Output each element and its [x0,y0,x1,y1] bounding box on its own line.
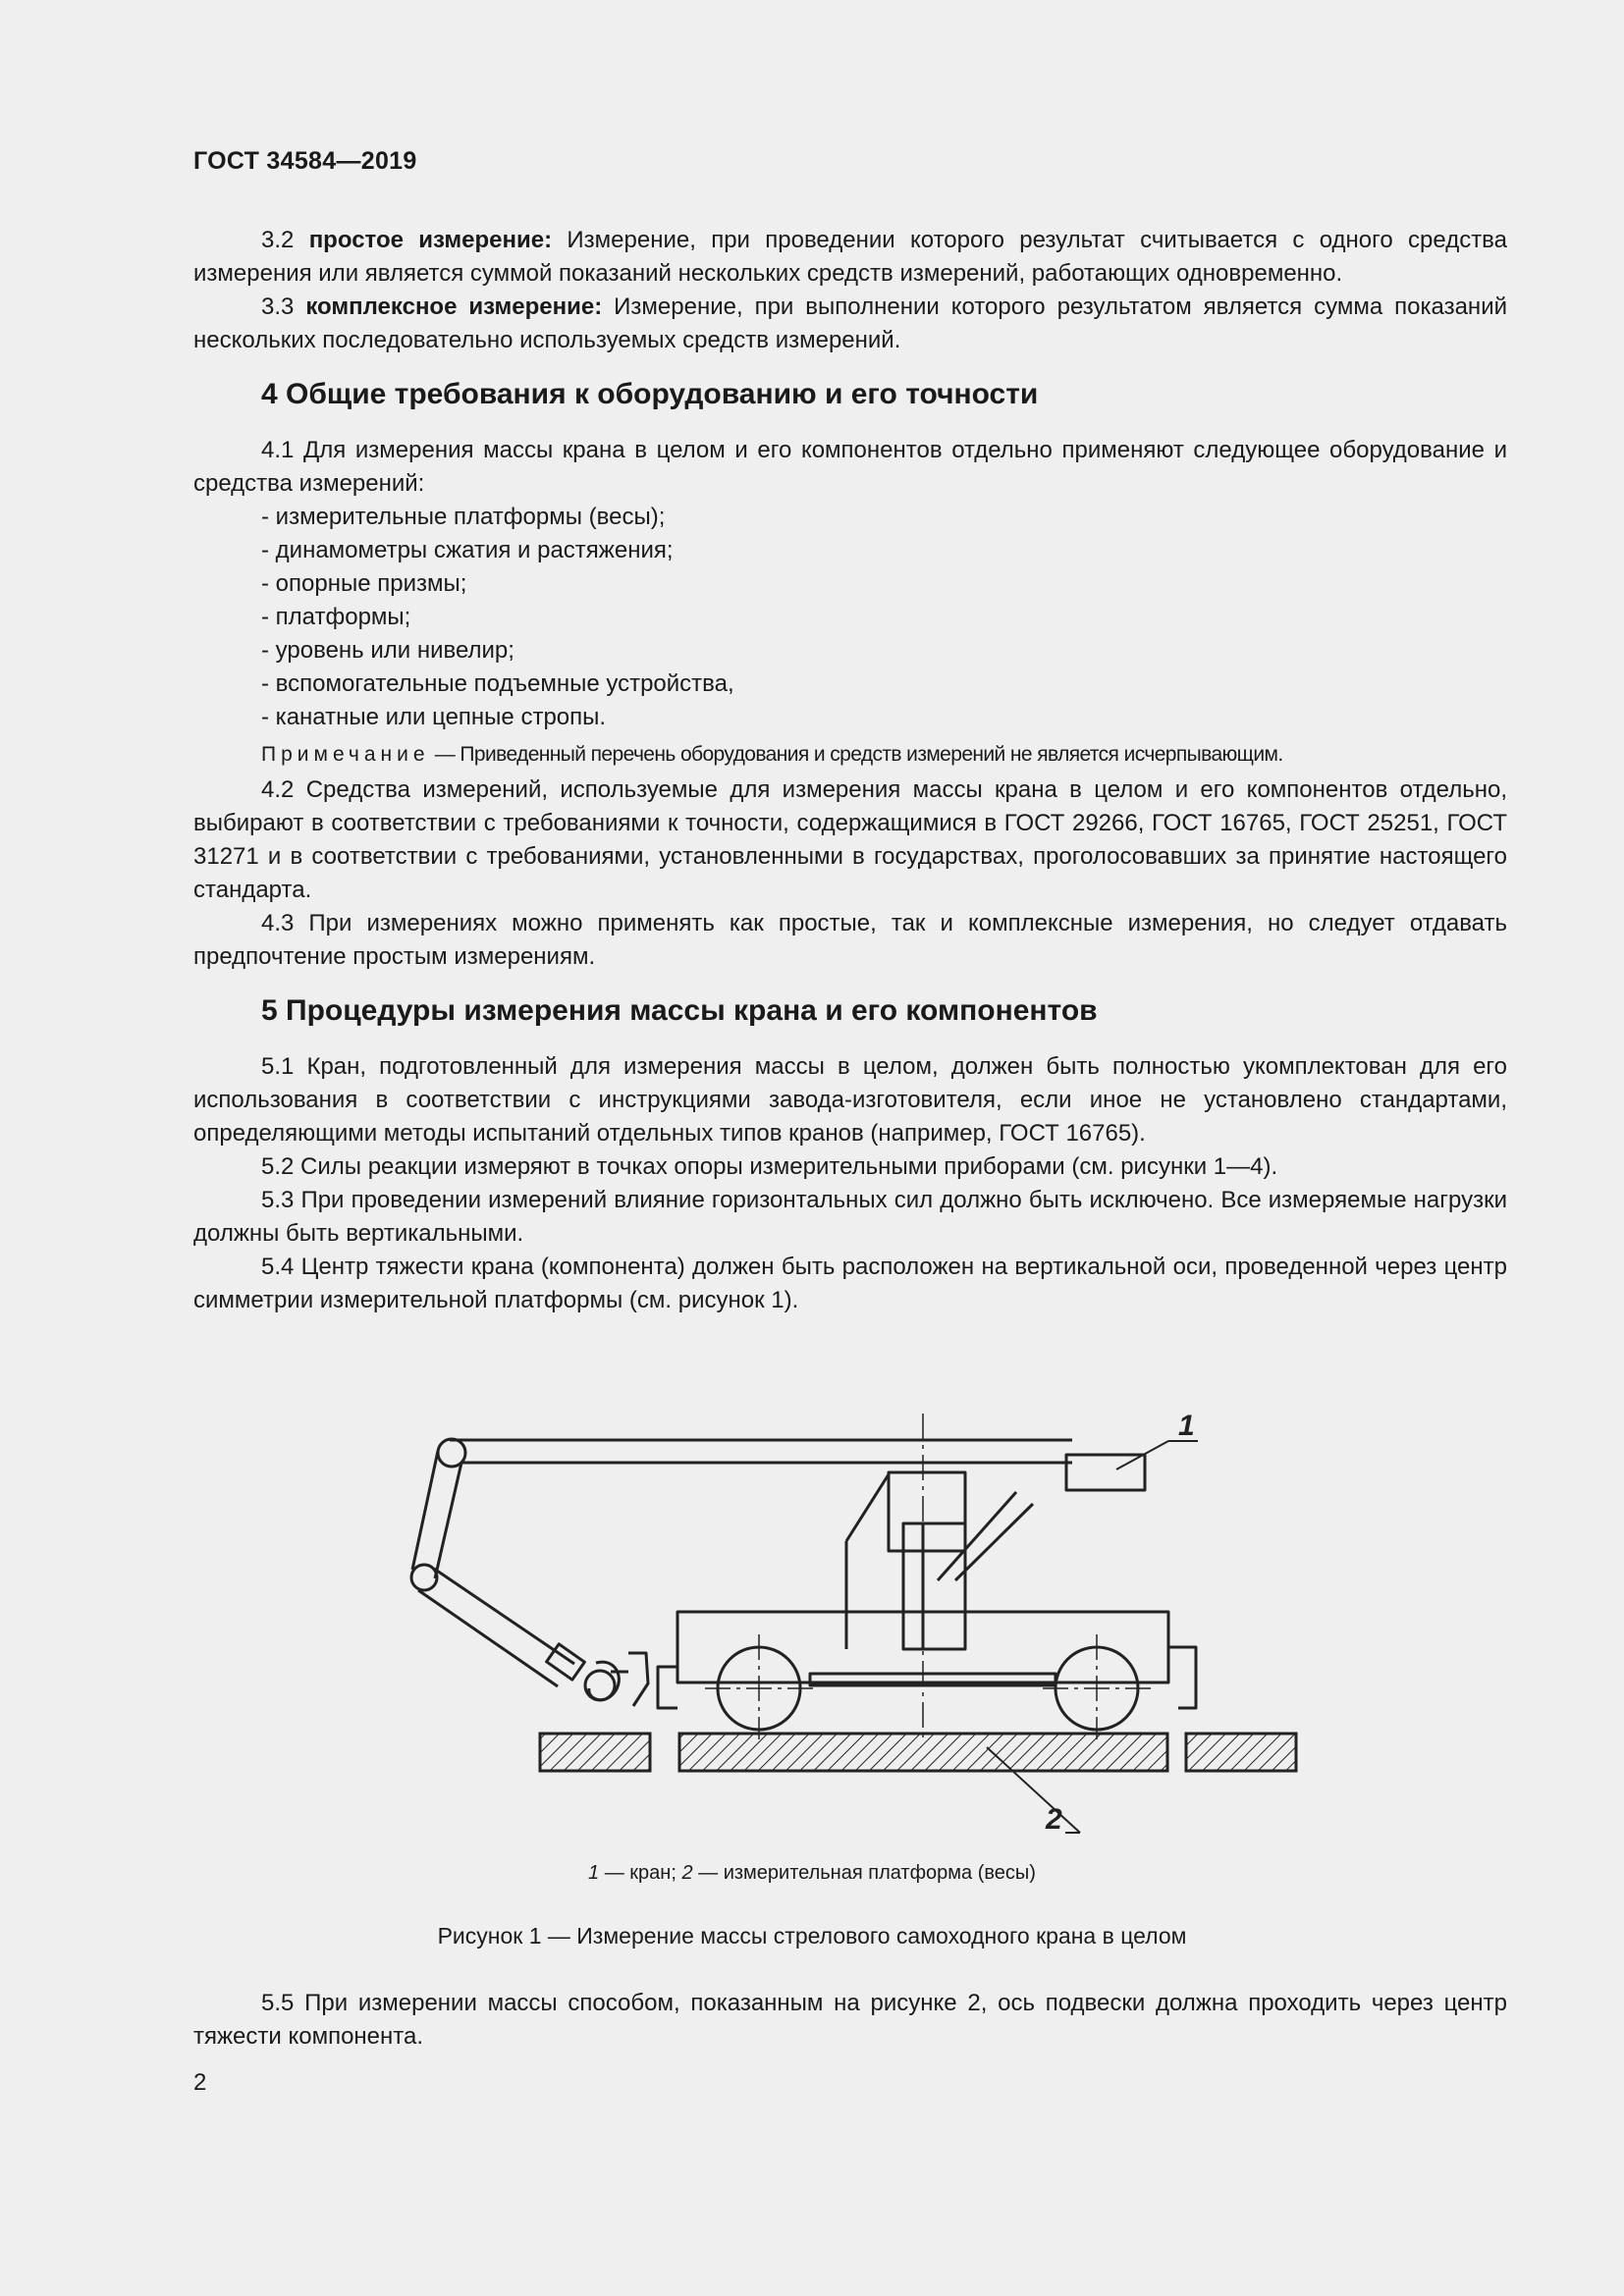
list-item: - измерительные платформы (весы); [261,504,666,530]
legend-text: — измерительная платформа (весы) [692,1862,1036,1884]
left-support [540,1734,650,1771]
paragraph-5-4: 5.4 Центр тяжести крана (компонента) должен быть расположен на вертикальной оси, проведенной через центр симметрии измерительной платформы (см. рисунок 1). [193,1254,1507,1313]
definition: Измерение, при выполнении которого результатом является сумма показаний нескольких последовательно используемых средств измерений. [193,294,1508,353]
crane-figure [393,1414,1316,1845]
main-content [193,224,1507,1317]
clause-number: 3.2 [261,227,309,253]
list-item: - опорные призмы; [261,570,467,597]
list-item: - канатные или цепные стропы. [261,704,607,730]
term: простое измерение: [308,227,553,253]
bottom-content [193,1987,1507,2054]
paragraph-4-3: 4.3 При измерениях можно применять как простые, так и комплексные измерения, но следует отдавать предпочтение простым измерениям. [193,910,1507,970]
crane-cab [846,1455,1145,1649]
legend-number: 1 [588,1862,600,1884]
figure-label-1: 1 [1178,1414,1195,1442]
section-4-title: 4 Общие требования к оборудованию и его точности [261,378,1039,410]
note [193,740,1507,770]
figure-caption: Рисунок 1 — Измерение массы стрелового самоходного крана в целом [437,1923,1187,1949]
paragraph-4-2: 4.2 Средства измерений, используемые для измерения массы крана в целом и его компонентов отдельно, выбирают в соответствии с требованиями к точности, содержащимися в ГОСТ 29266, ГОСТ 16765, ГОСТ 25251, ГОСТ 31271 и в соответствии с требованиями, установленными в государствах, проголосовавших за принятие настоящего стандарта. [193,776,1507,903]
figure-label-2: 2 [1046,1803,1062,1836]
term: комплексное измерение: [305,294,603,320]
paragraph-3-3 [193,291,1507,357]
paragraph-5-1: 5.1 Кран, подготовленный для измерения массы в целом, должен быть полностью укомплектован для его использования в соответствии с инструкциями завода-изготовителя, если иное не установлено стандартами, определяющими методы испытаний отдельных типов кранов (например, ГОСТ 16765). [193,1053,1507,1147]
list-item: - вспомогательные подъемные устройства, [261,670,734,697]
paragraph-3-2 [193,224,1507,291]
right-support [1186,1734,1296,1771]
definition: Измерение, при проведении которого результат считывается с одного средства измерения или является суммой показаний нескольких средств измерений, работающих одновременно. [193,227,1508,287]
paragraph-5-2: 5.2 Силы реакции измеряют в точках опоры измерительными приборами (см. рисунки 1—4). [261,1153,1278,1180]
equipment-list [193,501,1507,734]
figure-legend [0,1862,1624,1885]
document-header: ГОСТ 34584—2019 [193,147,417,175]
weighing-platforms [540,1734,1296,1771]
note-text: — Приведенный перечень оборудования и средств измерений не является исчерпывающим. [429,743,1283,766]
note-label: Примечание [261,743,430,766]
clause-number: 3.3 [261,294,306,320]
legend-text: — кран; [599,1862,682,1884]
measuring-platform [679,1734,1167,1771]
paragraph-5-5: 5.5 При измерении массы способом, показанным на рисунке 2, ось подвески должна проходить через центр тяжести компонента. [193,1990,1507,2050]
paragraph-4-1: 4.1 Для измерения массы крана в целом и его компонентов отдельно применяют следующее оборудование и средства измерений: [193,437,1507,497]
crane-chassis [658,1612,1196,1730]
list-item: - динамометры сжатия и растяжения; [261,537,674,563]
crane-boom [411,1439,1072,1706]
list-item: - платформы; [261,604,411,630]
page-number: 2 [193,2069,207,2096]
paragraph-5-3: 5.3 При проведении измерений влияние горизонтальных сил должно быть исключено. Все измеряемые нагрузки должны быть вертикальными. [193,1187,1507,1247]
section-5-title: 5 Процедуры измерения массы крана и его компонентов [261,994,1098,1027]
legend-number: 2 [681,1862,693,1884]
list-item: - уровень или нивелир; [261,637,514,664]
